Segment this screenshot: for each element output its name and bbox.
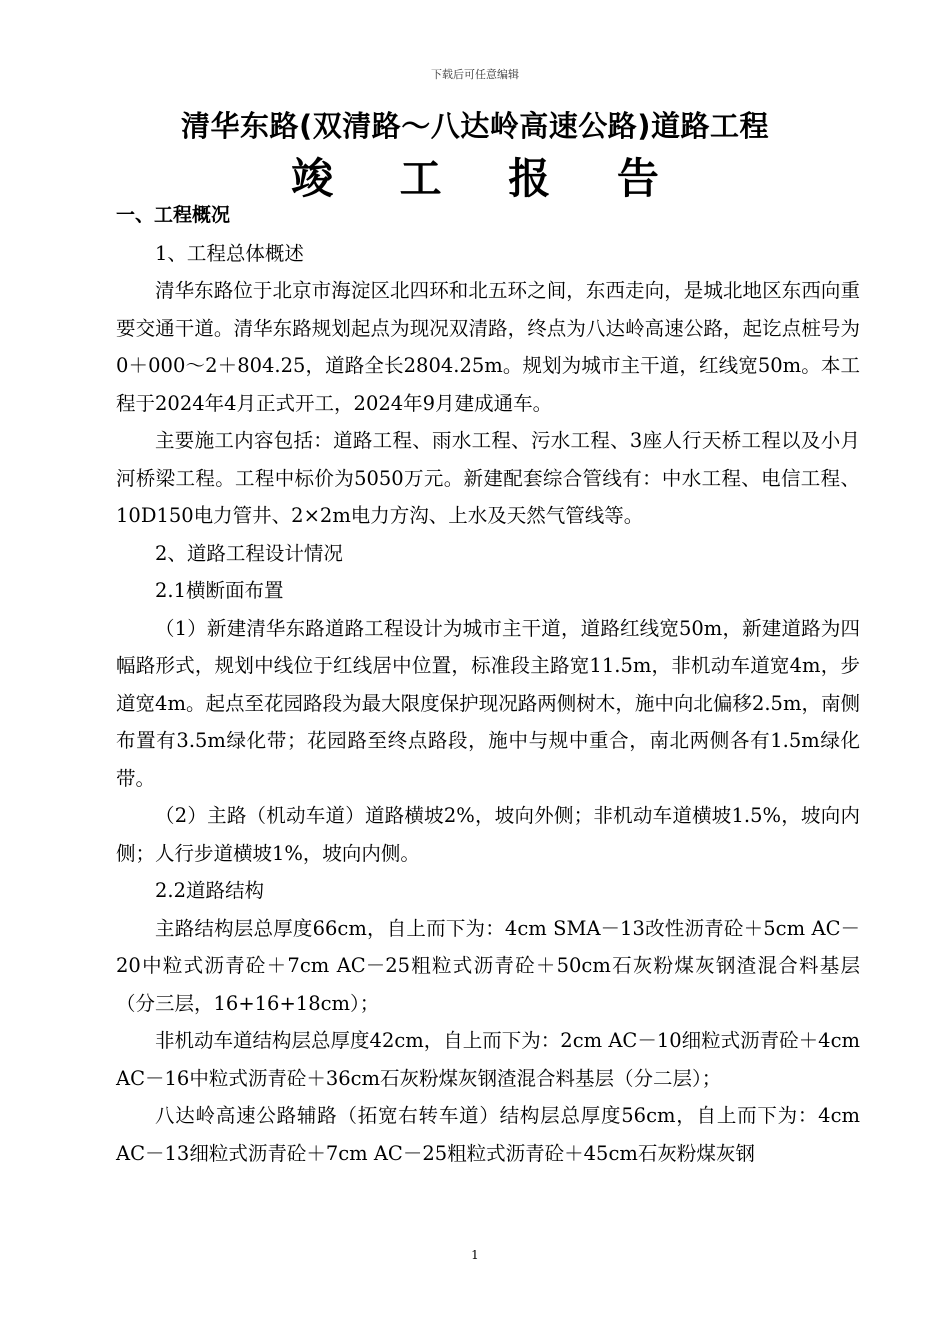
page-number: 1 [471, 1248, 479, 1262]
subsection-heading: 1、工程总体概述 [155, 241, 304, 265]
paragraph: 主要施工内容包括：道路工程、雨水工程、污水工程、3座人行天桥工程以及小月河桥梁工程。工程中标价为5050万元。新建配套综合管线有：中水工程、电信工程、10D150电力管井、2×2m电力方沟、上水及天然气管线等。 [116, 429, 860, 527]
paragraph: （2）主路（机动车道）道路横坡2%，坡向外侧；非机动车道横坡1.5%，坡向内侧；人行步道横坡1%，坡向内侧。 [116, 804, 860, 865]
header-note: 下载后可任意编辑 [431, 68, 519, 81]
paragraph: 非机动车道结构层总厚度42cm，自上而下为：2cm AC－10细粒式沥青砼＋4cm AC－16中粒式沥青砼＋36cm石灰粉煤灰钢渣混合料基层（分二层）； [116, 1029, 860, 1090]
section-heading: 一、工程概况 [116, 204, 231, 226]
document-body [116, 197, 860, 1172]
paragraph: 清华东路位于北京市海淀区北四环和北五环之间，东西走向，是城北地区东西向重要交通干道。清华东路规划起点为现况双清路，终点为八达岭高速公路，起讫点桩号为0＋000～2＋804.25，道路全长2804.25m。规划为城市主干道，红线宽50m。本工程于2024年4月正式开工，2024年9月建成通车。 [116, 279, 860, 415]
paragraph: （1）新建清华东路道路工程设计为城市主干道，道路红线宽50m，新建道路为四幅路形式，规划中线位于红线居中位置，标准段主路宽11.5m，非机动车道宽4m，步道宽4m。起点至花园路段为最大限度保护现况路两侧树木，施中向北偏移2.5m，南侧布置有3.5m绿化带；花园路至终点路段，施中与规中重合，南北两侧各有1.5m绿化带。 [116, 616, 860, 790]
document-subtitle: 竣 工 报 告 [291, 154, 685, 203]
subsection-heading: 2、道路工程设计情况 [155, 541, 343, 565]
paragraph: 八达岭高速公路辅路（拓宽右转车道）结构层总厚度56cm，自上而下为：4cm AC－13细粒式沥青砼＋7cm AC－25粗粒式沥青砼＋45cm石灰粉煤灰钢 [116, 1104, 860, 1165]
document-title: 清华东路(双清路～八达岭高速公路)道路工程 [180, 109, 769, 143]
subsection-heading: 2.2道路结构 [155, 879, 265, 902]
paragraph: 主路结构层总厚度66cm，自上而下为：4cm SMA－13改性沥青砼＋5cm AC－20中粒式沥青砼＋7cm AC－25粗粒式沥青砼＋50cm石灰粉煤灰钢渣混合料基层（分三层，16+16+18cm）； [116, 916, 860, 1015]
subsection-heading: 2.1横断面布置 [155, 579, 284, 602]
